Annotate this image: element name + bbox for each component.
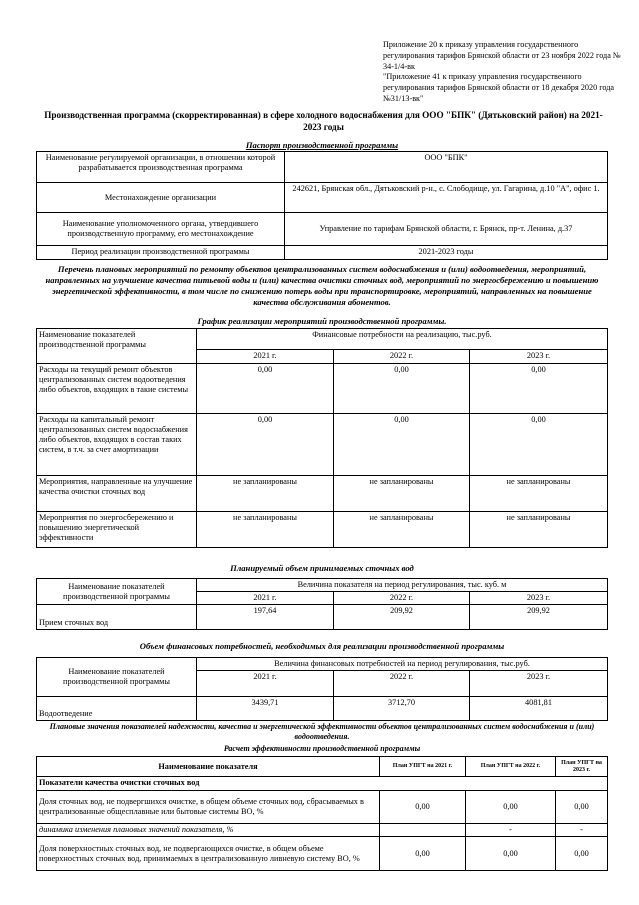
table-row xyxy=(37,605,608,630)
cell-value: - xyxy=(466,824,556,837)
cell-value: - xyxy=(556,824,608,837)
table-row xyxy=(37,791,608,824)
row-label: Доля поверхностных сточных вод, не подвергающихся очистке, в общем объеме поверхностных сточных вод, принимаемых в централизованную ливневую систему ВО, % xyxy=(37,837,380,871)
column-header: Наименование показателей производственной программы xyxy=(37,329,197,364)
cell-value: не запланированы xyxy=(334,512,470,548)
measures-heading: Перечень плановых мероприятий по ремонту объектов централизованных систем водоснабжения и (или) водоотведения, мероприятий, направленных на улучшение качества питьевой воды и (или) качества очистки сточных вод, мероприятий по энергосбережению и повышению энергетической эффективности, в том числе по снижению потерь воды при транспортировке, мероприятий, направленных на повышение качества обслуживания абонентов. xyxy=(45,264,599,307)
table-row xyxy=(37,329,608,350)
cell-value: 4081,81 xyxy=(470,697,608,721)
cell-value xyxy=(380,824,466,837)
table-row xyxy=(37,697,608,721)
cell-value: 197,64 xyxy=(197,605,334,630)
volume-table xyxy=(36,578,608,630)
passport-label: Наименование уполномоченного органа, утвердившего производственную программу, его местонахождение xyxy=(37,213,285,246)
row-label: динамика изменения плановых значений показателя, % xyxy=(37,824,380,837)
year-header: 2021 г. xyxy=(197,350,334,364)
measures-subheading: График реализации мероприятий производственной программы. xyxy=(197,316,447,326)
row-label: Мероприятия, направленные на улучшение качества очистки сточных вод xyxy=(37,476,197,512)
plan-2021-header: План УПГТ на 2021 г. xyxy=(380,757,466,777)
value-header: Величина финансовых потребностей на период регулирования, тыс.руб. xyxy=(197,658,608,671)
cell-value: 3712,70 xyxy=(334,697,470,721)
year-header: 2023 г. xyxy=(470,671,608,697)
cell-value: 209,92 xyxy=(470,605,608,630)
year-header: 2021 г. xyxy=(197,592,334,605)
row-label: Водоотведение xyxy=(37,697,197,721)
row-label: Доля сточных вод, не подвергшихся очистке, в общем объеме сточных вод, сбрасываемых в централизованные общесплавные или бытовые системы ВО, % xyxy=(37,791,380,824)
passport-value: ООО "БПК" xyxy=(285,152,608,183)
value-header: Величина показателя на период регулирования, тыс. куб. м xyxy=(197,579,608,592)
row-label: Прием сточных вод xyxy=(37,605,197,630)
cell-value: 0,00 xyxy=(470,414,608,476)
cell-value: 0,00 xyxy=(466,837,556,871)
cell-value: 3439,71 xyxy=(197,697,334,721)
column-header: Наименование показателя xyxy=(37,757,380,777)
table-row xyxy=(37,414,608,476)
passport-value: Управление по тарифам Брянской области, г. Брянск, пр-т. Ленина, д.37 xyxy=(285,213,608,246)
table-row xyxy=(37,579,608,592)
finance-heading: Объем финансовых потребностей, необходимых для реализации производственной программы xyxy=(139,641,505,651)
column-header: Наименование показателей производственной программы xyxy=(37,579,197,605)
cell-value: 0,00 xyxy=(380,791,466,824)
table-row xyxy=(37,777,608,791)
original-order-reference: "Приложение 41 к приказу управления государственного регулирования тарифов Брянской области от 18 декабря 2020 года №31/13-вк" xyxy=(383,72,615,103)
table-row xyxy=(37,512,608,548)
volume-heading: Планируемый объем принимаемых сточных вод xyxy=(230,563,414,573)
efficiency-table xyxy=(36,756,608,871)
passport-label: Наименование регулируемой организации, в отношении которой разрабатывается производственная программа xyxy=(37,152,285,183)
table-row xyxy=(37,824,608,837)
cell-value: 0,00 xyxy=(197,364,334,414)
cell-value: не запланированы xyxy=(470,476,608,512)
cell-value: 0,00 xyxy=(334,364,470,414)
row-label: Расходы на текущий ремонт объектов централизованных систем водоотведения либо объектов, входящих в такие системы xyxy=(37,364,197,414)
row-label: Расходы на капитальный ремонт централизованных систем водоснабжения либо объектов, входящих в состав таких систем, в т.ч. за счет амортизации xyxy=(37,414,197,476)
passport-heading: Паспорт производственной программы xyxy=(245,140,399,150)
year-header: 2023 г. xyxy=(470,350,608,364)
header-note xyxy=(383,40,623,105)
cell-value: 0,00 xyxy=(556,791,608,824)
passport-label: Местонахождение организации xyxy=(37,183,285,213)
table-row xyxy=(37,152,608,183)
plan-2022-header: План УПГТ на 2022 г. xyxy=(466,757,556,777)
cell-value: 209,92 xyxy=(334,605,470,630)
cell-value: 0,00 xyxy=(466,791,556,824)
year-header: 2021 г. xyxy=(197,671,334,697)
cell-value: не запланированы xyxy=(470,512,608,548)
cell-value: не запланированы xyxy=(197,476,334,512)
table-row xyxy=(37,837,608,871)
measures-table xyxy=(36,328,608,548)
table-row xyxy=(37,183,608,213)
page-title: Производственная программа (скорректированная) в сфере холодного водоснабжения для ООО "БПК" (Дятьковский район) на 2021-2023 годы xyxy=(44,110,603,132)
cell-value: 0,00 xyxy=(197,414,334,476)
table-row xyxy=(37,364,608,414)
year-header: 2023 г. xyxy=(470,592,608,605)
table-row xyxy=(37,213,608,246)
cell-value: 0,00 xyxy=(380,837,466,871)
table-row xyxy=(37,757,608,777)
cell-value: 0,00 xyxy=(334,414,470,476)
finance-table xyxy=(36,657,608,721)
order-reference: Приложение 20 к приказу управления государственного регулирования тарифов Брянской области от 23 ноября 2022 года № 34-1/4-вк xyxy=(383,40,621,71)
efficiency-heading: Плановые значения показателей надежности, качества и энергетической эффективности объектов централизованных систем водоснабжения и (или) водоотведения. xyxy=(49,722,595,741)
cell-value: 0,00 xyxy=(556,837,608,871)
passport-value: 2021-2023 годы xyxy=(285,246,608,260)
year-header: 2022 г. xyxy=(334,671,470,697)
cell-value: 0,00 xyxy=(470,364,608,414)
passport-value: 242621, Брянская обл., Дятьковский р-н., с. Слободище, ул. Гагарина, д.10 "А", офис 1. xyxy=(285,183,608,213)
cell-value: не запланированы xyxy=(197,512,334,548)
fin-header: Финансовые потребности на реализацию, тыс.руб. xyxy=(197,329,608,350)
section-row: Показатели качества очистки сточных вод xyxy=(37,777,608,791)
year-header: 2022 г. xyxy=(334,350,470,364)
row-label: Мероприятия по энергосбережению и повышению энергетической эффективности xyxy=(37,512,197,548)
year-header: 2022 г. xyxy=(334,592,470,605)
passport-label: Период реализации производственной программы xyxy=(37,246,285,260)
table-row xyxy=(37,246,608,260)
cell-value: не запланированы xyxy=(334,476,470,512)
passport-table xyxy=(36,151,608,260)
column-header: Наименование показателей производственной программы xyxy=(37,658,197,697)
plan-2023-header: План УПГТ на 2023 г. xyxy=(556,757,608,777)
table-row xyxy=(37,658,608,671)
efficiency-subheading: Расчет эффективности производственной программы xyxy=(223,744,421,753)
table-row xyxy=(37,476,608,512)
